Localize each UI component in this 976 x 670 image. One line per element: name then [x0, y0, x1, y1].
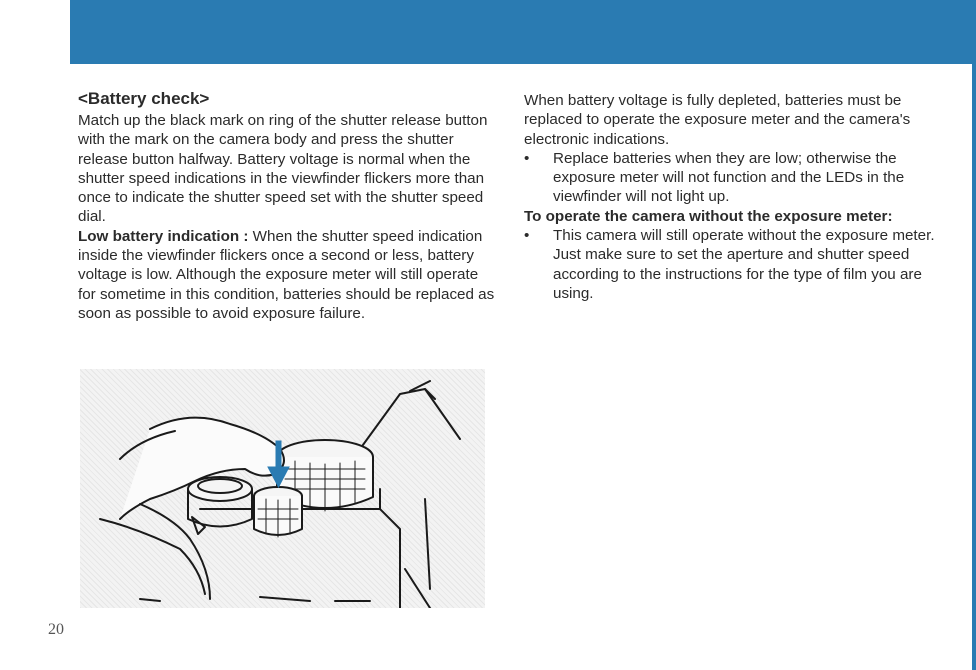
- bullet-item: [524, 226, 944, 303]
- camera-illustration: [80, 369, 485, 608]
- camera-drawing: [80, 369, 485, 608]
- depleted-paragraph: When battery voltage is fully depleted, batteries must be replaced to operate the exposure meter and the camera's electronic indications.: [524, 92, 911, 148]
- battery-check-paragraph: Match up the black mark on ring of the shutter release button with the mark on the camera body and press the shutter release button halfway. Battery voltage is normal when the shutter speed indications in the viewfinder flickers more than once to indicate the shutter speed set with the shutter speed dial.: [78, 112, 488, 226]
- no-meter-subheading: To operate the camera without the exposure meter:: [524, 207, 893, 225]
- low-battery-text: When the shutter speed indication inside the viewfinder flickers once a second or less, battery voltage is low. Although the exposure meter will still operate for sometime in this condition, batteries should be replaced as soon as possible to avoid exposure failure.: [78, 227, 495, 322]
- bullet-symbol: •: [524, 149, 530, 167]
- low-battery-label: Low battery indication :: [78, 227, 249, 245]
- page-number: 20: [48, 621, 64, 638]
- battery-check-heading: <Battery check>: [78, 89, 210, 108]
- bullet-item: [524, 149, 944, 207]
- left-column: [78, 89, 498, 323]
- right-column: [524, 91, 944, 303]
- bullet-symbol: •: [524, 227, 530, 245]
- right-edge-band: [972, 64, 976, 670]
- low-battery-paragraph: [78, 227, 498, 323]
- bullet-text: This camera will still operate without the exposure meter. Just make sure to set the aperture and shutter speed according to the instructions for the type of film you are using.: [553, 227, 935, 302]
- bullet-text: Replace batteries when they are low; otherwise the exposure meter will not function and the LEDs in the viewfinder will not light up.: [553, 149, 905, 206]
- top-color-band: [70, 0, 976, 64]
